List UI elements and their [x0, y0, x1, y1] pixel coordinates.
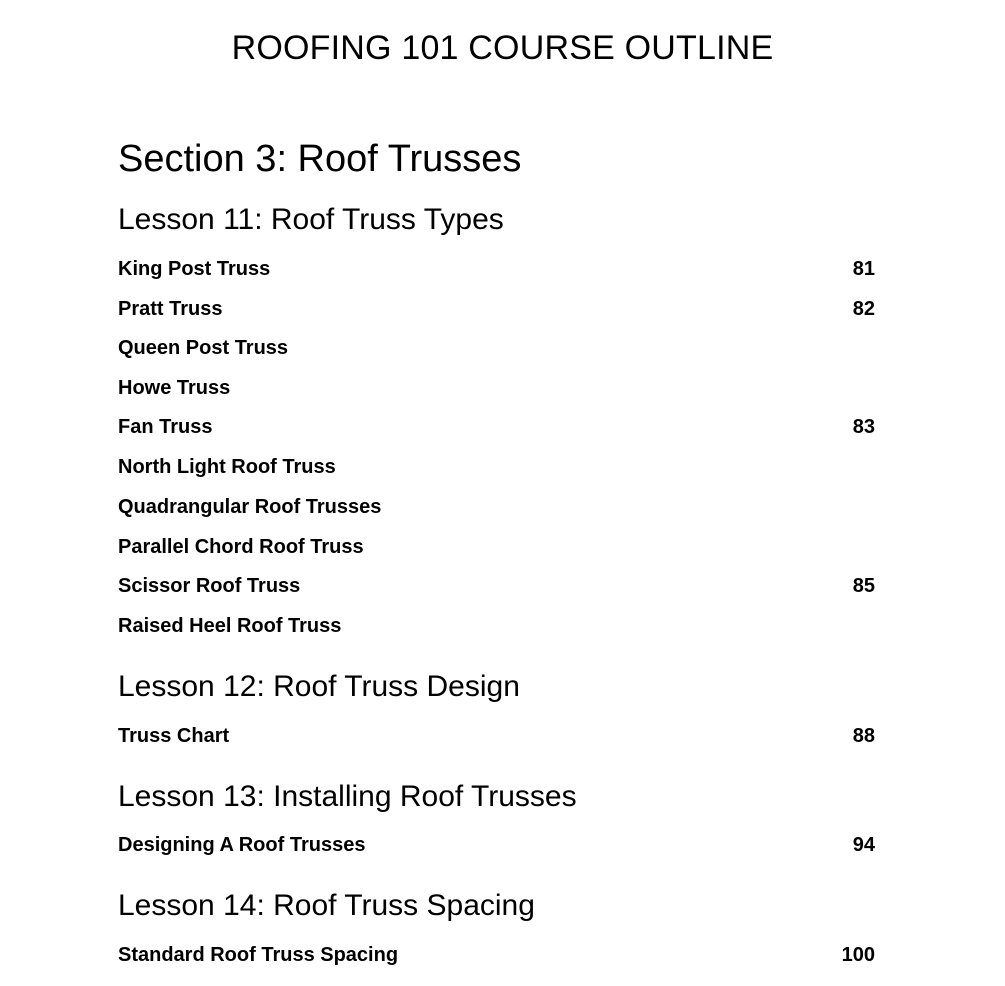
toc-entry-title: Truss Chart	[118, 725, 230, 747]
toc-entry	[118, 613, 875, 639]
toc-entry-title: North Light Roof Truss	[118, 456, 336, 478]
document-title: ROOFING 101 COURSE OUTLINE	[231, 29, 774, 67]
toc-entry-title: Fan Truss	[118, 416, 213, 438]
toc-entry-page: 94	[852, 834, 875, 856]
toc-entry-page: 85	[852, 575, 875, 597]
toc-entry-page: 82	[852, 298, 875, 320]
toc-entry-page: 100	[841, 944, 875, 966]
toc-entry-title: Queen Post Truss	[118, 337, 289, 359]
toc-entry-title: Quadrangular Roof Trusses	[118, 496, 382, 518]
toc-entry-page: 81	[852, 258, 875, 280]
toc-entry	[118, 454, 875, 480]
toc-entry	[118, 296, 875, 322]
toc-entry	[118, 375, 875, 401]
toc-entry-title: King Post Truss	[118, 258, 271, 280]
toc-entry	[118, 494, 875, 520]
toc-entry	[118, 534, 875, 560]
toc-entry	[118, 942, 875, 968]
toc-entry-page: 88	[852, 725, 875, 747]
toc-entry-title: Pratt Truss	[118, 298, 223, 320]
toc-entry-title: Designing A Roof Trusses	[118, 834, 366, 856]
toc-entry-title: Standard Roof Truss Spacing	[118, 944, 399, 966]
lesson-heading: Lesson 13: Installing Roof Trusses	[118, 780, 577, 813]
toc-entry	[118, 256, 875, 282]
toc-entry	[118, 414, 875, 440]
toc-entry	[118, 573, 875, 599]
toc-entry	[118, 723, 875, 749]
toc-entry-title: Raised Heel Roof Truss	[118, 615, 342, 637]
toc-entry	[118, 832, 875, 858]
toc-entry-title: Howe Truss	[118, 377, 231, 399]
toc-entry	[118, 335, 875, 361]
lesson-heading: Lesson 12: Roof Truss Design	[118, 670, 520, 703]
section-heading: Section 3: Roof Trusses	[118, 138, 522, 180]
toc-entry-title: Parallel Chord Roof Truss	[118, 536, 364, 558]
toc-entry-page: 83	[852, 416, 875, 438]
toc-entry-title: Scissor Roof Truss	[118, 575, 301, 597]
lesson-heading: Lesson 14: Roof Truss Spacing	[118, 889, 535, 922]
lesson-heading: Lesson 11: Roof Truss Types	[118, 203, 504, 236]
